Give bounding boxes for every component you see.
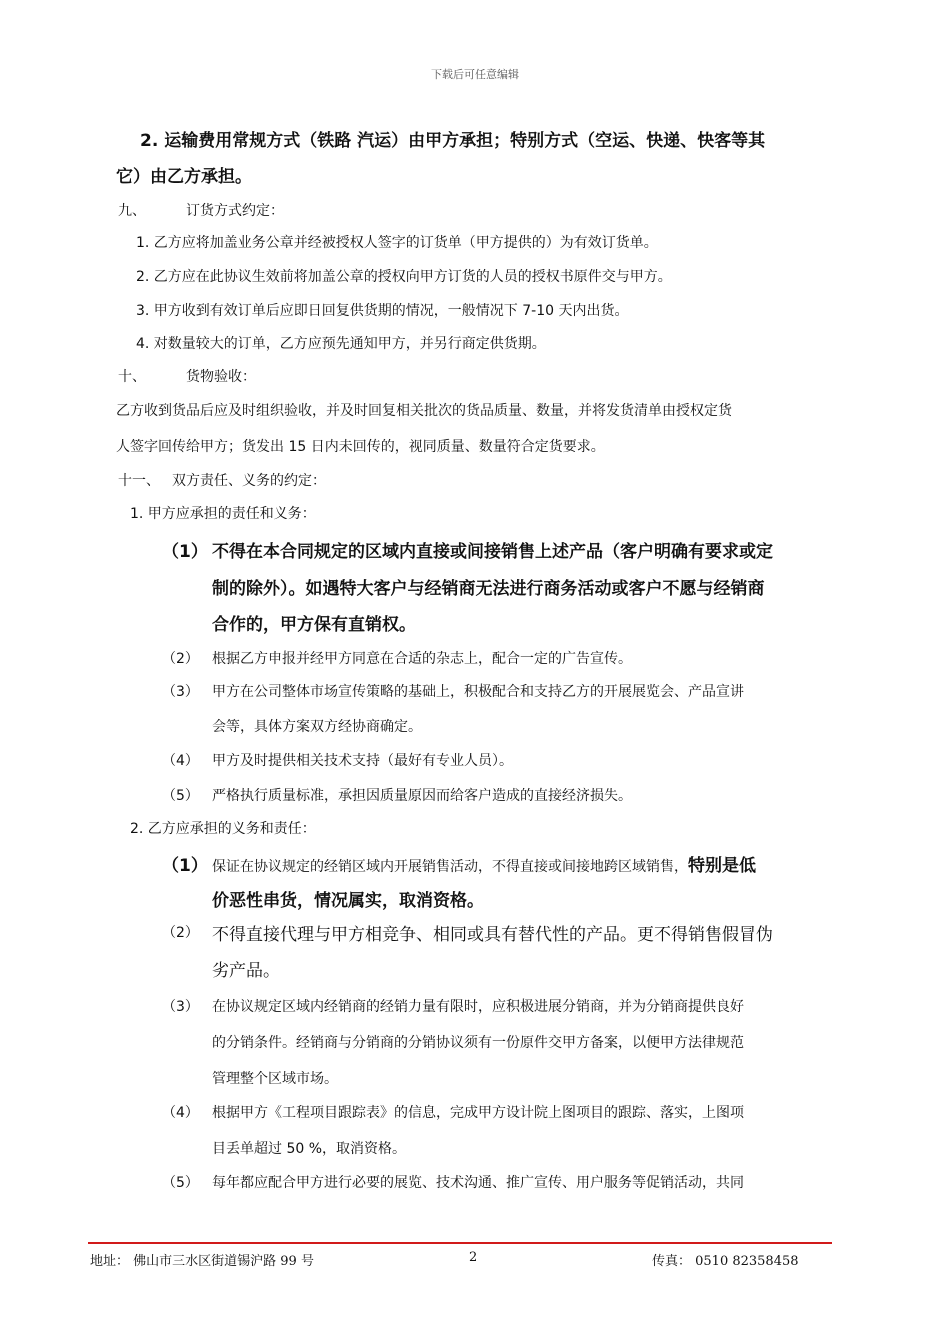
item-line: 价恶性串货，情况属实，取消资格。	[212, 891, 484, 911]
item-line: 合作的，甲方保有直销权。	[212, 615, 416, 635]
list-item: 3. 甲方收到有效订单后应即日回复供货期的情况，一般情况下 7-10 天内出货。	[136, 303, 629, 319]
item-line: 严格执行质量标准，承担因质量原因而给客户造成的直接经济损失。	[212, 788, 632, 804]
item-line	[212, 851, 756, 876]
item-number: （2）	[162, 651, 199, 667]
section-10-title: 货物验收：	[186, 369, 256, 385]
footer-fax: 传真： 0510 82358458	[652, 1254, 799, 1269]
item-line: 目丢单超过 50 %，取消资格。	[212, 1141, 407, 1157]
item-number: （5）	[162, 788, 199, 804]
item-line: 不得直接代理与甲方相竞争、相同或具有替代性的产品。更不得销售假冒伪	[212, 925, 773, 945]
item-line: 在协议规定区域内经销商的经销力量有限时，应积极进展分销商，并为分销商提供良好	[212, 999, 744, 1015]
para-line: 2. 运输费用常规方式（铁路 汽运）由甲方承担；特别方式（空运、快递、快客等其	[140, 131, 766, 151]
item-line: 管理整个区域市场。	[212, 1071, 338, 1087]
item-line: 不得在本合同规定的区域内直接或间接销售上述产品（客户明确有要求或定	[212, 542, 773, 562]
footer-divider	[88, 1242, 832, 1244]
item-line: 制的除外）。如遇特大客户与经销商无法进行商务活动或客户不愿与经销商	[212, 579, 765, 599]
para-line: 人签字回传给甲方；货发出 15 日内未回传的，视同质量、数量符合定货要求。	[116, 439, 605, 455]
subsection-heading: 1. 甲方应承担的责任和义务：	[130, 506, 316, 522]
para-line: 它）由乙方承担。	[116, 167, 252, 187]
item-number: （2）	[162, 925, 199, 941]
item-line: 每年都应配合甲方进行必要的展览、技术沟通、推广宣传、用户服务等促销活动，共同	[212, 1175, 744, 1191]
item-line: 根据甲方《工程项目跟踪表》的信息，完成甲方设计院上图项目的跟踪、落实，上图项	[212, 1105, 744, 1121]
item-number: （3）	[162, 684, 199, 700]
list-item: 1. 乙方应将加盖业务公章并经被授权人签字的订货单（甲方提供的）为有效订货单。	[136, 235, 658, 251]
section-9-number: 九、	[118, 203, 146, 219]
item-line: 会等，具体方案双方经协商确定。	[212, 719, 422, 735]
item-number: （3）	[162, 999, 199, 1015]
item-line: 甲方在公司整体市场宣传策略的基础上，积极配合和支持乙方的开展展览会、产品宣讲	[212, 684, 744, 700]
para-line: 乙方收到货品后应及时组织验收，并及时回复相关批次的货品质量、数量，并将发货清单由授权定货	[116, 403, 732, 419]
item-text: 保证在协议规定的经销区域内开展销售活动，不得直接或间接地跨区域销售，	[212, 859, 688, 875]
subsection-heading: 2. 乙方应承担的义务和责任：	[130, 821, 316, 837]
section-11-number: 十一、	[118, 473, 160, 489]
item-number: （4）	[162, 753, 199, 769]
list-item: 2. 乙方应在此协议生效前将加盖公章的授权向甲方订货的人员的授权书原件交与甲方。	[136, 269, 672, 285]
item-number: （4）	[162, 1105, 199, 1121]
item-line: 劣产品。	[212, 961, 280, 981]
item-number: （5）	[162, 1175, 199, 1191]
item-line: 根据乙方申报并经甲方同意在合适的杂志上，配合一定的广告宣传。	[212, 651, 632, 667]
item-line: 的分销条件。经销商与分销商的分销协议须有一份原件交甲方备案，以便甲方法律规范	[212, 1035, 744, 1051]
section-10-number: 十、	[118, 369, 146, 385]
list-item: 4. 对数量较大的订单，乙方应预先通知甲方，并另行商定供货期。	[136, 336, 546, 352]
item-text-bold: 特别是低	[688, 856, 756, 876]
section-11-title: 双方责任、义务的约定：	[172, 473, 326, 489]
footer-page-number: 2	[469, 1250, 478, 1265]
footer-address: 地址： 佛山市三水区街道锡沪路 99 号	[90, 1254, 314, 1269]
item-number: （1）	[162, 542, 208, 562]
header-note: 下载后可任意编辑	[431, 68, 519, 81]
item-line: 甲方及时提供相关技术支持（最好有专业人员）。	[212, 753, 513, 769]
section-9-title: 订货方式约定：	[186, 203, 284, 219]
item-number: （1）	[162, 856, 208, 876]
